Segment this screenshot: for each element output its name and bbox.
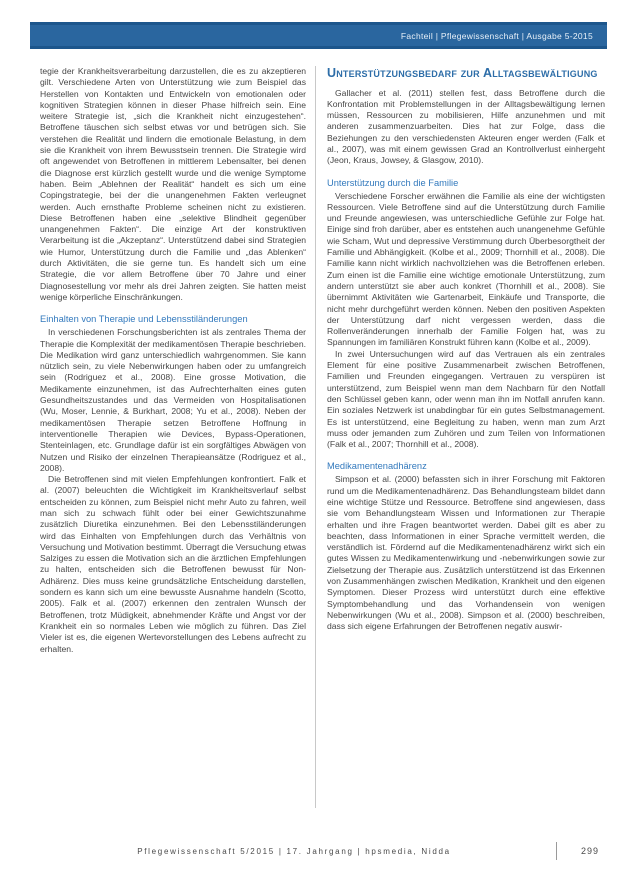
paragraph: tegie der Krankheitsverarbeitung darzustellen, die es zu akzeptieren gilt. Verschiedene Arten von Unterstützung wie zum Beispiel das Herstellen von Kontakten und Entwickeln von emotionalen oder kognitiven Strategien können in dieser Phase hilfreich sein. Eine weitere Strategie ist, „sich die Krankheit nicht einzugestehen“. Betroffene täuschen sich selbst etwas vor und betrügen sich. Sie verstehen die Realität und lindern die emotionale Belastung, in dem sie die Krankheit von ihrem Bewusstsein trennen. Die Strategie wird oft angewendet von Betroffenen in mittlerem Lebensalter, bei denen die Diagnose erst kürzlich gestellt wurde und die wenige Symptome haben. Beim „Ablehnen der Realität“ handelt es sich um eine Copingstrategie, bei der die unangenehmen Fakten verleugnet werden. Auch ernsthafte Probleme scheinen nicht zu existieren. Diese Betroffenen haben eine „selektive Blindheit gegenüber unangenehmen Fakten“. Die einzige Art der konstruktiven Verarbeitung ist die „Akzeptanz“. Unterstützend dabei sind Strategien wie Humor, Unterstützung durch die Familie und „das Ablenken“ durch Aktivitäten, die sie gerne tun. Es handelt sich um eine Strategie, die vor allem Betroffene über 70 Jahre und einer Diagnosestellung vor mehr als drei Jahren zeigten. Sie hatten meist wenige körperliche Einschränkungen. <box>40 66 306 302</box>
column-divider <box>315 66 316 808</box>
paragraph: In zwei Untersuchungen wird auf das Vertrauen als ein zentrales Element für eine positive Zusammenarbeit zwischen Betroffenen, Familien und Freunden eingegangen. Vertrauen zu verspüren ist unterstützend, zum Beispiel wenn man dem Nachbarn für den Notfall den Schlüssel geben kann, oder wenn man ihn im Notfall anrufen kann. Ein soziales Netzwerk ist unabdingbar für ein gutes Selbstmanagement. Es ist unterstützend, eine Begleitung zu haben, wenn man zum Arzt muss oder jemanden zum Zuhören und zum Teilen von Informationen (Falk et al., 2007; Thornhill et al., 2008). <box>327 348 605 450</box>
paragraph: In verschiedenen Forschungsberichten ist als zentrales Thema der Therapie die Komplexität der medikamentösen Therapie beschrieben. Die Medikation wird ganz unterschiedlich wahrgenommen. Sie kann nützlich sein, zu viele Nebenwirkungen haben oder zu umfangreich sein (Rodriguez et al., 2008). Eine grosse Motivation, die Medikamente einzunehmen, ist das Aufrechterhalten eines guten Gesundheitszustandes und das Vermeiden von Hospitalisationen (Wu, Moser, Lennie, & Burkhart, 2008; Yu et al., 2008). Neben der medikamentösen Therapie setzen Betroffene Hoffnung in interventionelle Therapien wie Devices, Bypass-Operationen, Stenteinlagen, etc. Grundlage dafür ist ein sorgfältiges Abwägen von Nutzen und Risiko der einzelnen Therapieansätze (Rodriguez et al., 2008). <box>40 327 306 473</box>
page-footer <box>40 842 607 860</box>
footer-journal-line: Pflegewissenschaft 5/2015 | 17. Jahrgang | hpsmedia, Nidda <box>137 846 451 856</box>
subheading-familie: Unterstützung durch die Familie <box>327 177 459 188</box>
footer-divider <box>556 842 557 860</box>
header-bar <box>30 22 607 49</box>
paragraph: Verschiedene Forscher erwähnen die Familie als eine der wichtigsten Ressourcen. Viele Betroffene sind auf die Unterstützung durch Familie und Freunde angewiesen, was unterschiedliche Gefühle zur Folge hat. Einige sind froh darüber, aber es entstehen auch unangenehme Gefühle wie Scham, Wut und depressive Verstimmung durch Überbesorgtheit der Familie und Abhängigkeit. (Kolbe et al., 2009; Thornhill et al., 2008). Die Familie kann nicht wirklich nachvollziehen was die Betroffenen erleben. Zum einen ist die Familie eine wichtige emotionale Unterstützung, zum andern unterstützt sie aber auch konkret (Thornhill et al., 2008). Sie übernimmt Aktivitäten wie Gartenarbeit, Einkäufe und Transporte, die nicht mehr durchgeführt werden können. Neben den positiven Aspekten der Unterstützung darf nicht vergessen werden, dass die Rollenveränderungen innerhalb der Familie Folgen hat, was zu Spannungen im familiären Konstrukt führen kann (Kolbe et al., 2009). <box>327 190 605 348</box>
section-heading-unterstuetzungsbedarf: Unterstützungsbedarf zur Alltagsbewältigung <box>327 66 598 80</box>
subheading-medikamentenadhaerenz: Medikamentenadhärenz <box>327 461 427 472</box>
article-body <box>40 66 605 808</box>
paragraph: Die Betroffenen sind mit vielen Empfehlungen konfrontiert. Falk et al. (2007) beleuchten die Wichtigkeit im Krankheitsverlauf selbst entscheiden zu können, zum Beispiel nicht mehr Auto zu fahren, weil man sich zu schwach fühlt oder bei einer Gewichtszunahme zusätzlich Diuretika einzunehmen. Bei den Lebensstiländerungen wird das Einhalten von Empfehlungen durch das Verhältnis von Versuchung und Motivation bestimmt. Überragt die Versuchung etwas Salziges zu essen die Motivation sich an die ärztlichen Empfehlungen zu halten, entscheiden sich die Betroffenen bewusst für Non-Adhärenz. Dies muss keine grundsätzliche Entscheidung darstellen, sondern es kann sich um eine bewusste Ausnahme handeln (Scotto, 2005). Falk et al. (2007) erkennen den zentralen Wunsch der Betroffenen, trotz Müdigkeit, abnehmender Kräfte und Angst vor der Krankheit ein so normales Leben wie möglich zu führen. Das Ziel Vieler ist es, die eigenen Wertevorstellungen des Lebens aufrecht zu erhalten. <box>40 474 306 654</box>
right-column <box>327 66 605 808</box>
subheading-therapie-lebensstil: Einhalten von Therapie und Lebensstiländerungen <box>40 314 248 325</box>
paragraph: Gallacher et al. (2011) stellen fest, dass Betroffene durch die Konfrontation mit Problemstellungen in der Alltagsbewältigung lernen müssen, Ressourcen zu mobilisieren, Hilfe anzunehmen und mit anderen zusammenzuarbeiten. Dies hat zur Folge, dass die Beziehungen zu den verschiedensten Akteuren enger werden (Falk et al., 2007), was mit einem gewissen Grad an Kontrollverlust einhergeht (Jeon, Kraus, Jowsey, & Glasgow, 2010). <box>327 87 605 166</box>
header-bar-text: Fachteil | Pflegewissenschaft | Ausgabe 5-2015 <box>400 30 593 41</box>
page-number: 299 <box>580 846 600 856</box>
paragraph: Simpson et al. (2000) befassten sich in ihrer Forschung mit Faktoren rund um die Medikamentenadhärenz. Das Behandlungsteam bildet dann eine wichtige Stütze und Ressource. Betroffene sind angewiesen, dass sie vom Behandlungsteam Wissen und Informationen zur Therapie erhalten und ihre Fragen beantwortet werden. Dabei gilt es aber zu beachten, dass Informationen in einer Sprache vermittelt werden, die verständlich ist. Fördernd auf die Medikamentenadhärenz wirkt sich ein gutes Wissen zu Medikamentenwirkung und -nebenwirkungen sowie zur Zielsetzung der Therapie aus. Zusätzlich unterstützend ist das Erkennen von Zusammenhängen zwischen Medikation, Krankheit und den eigenen Symptomen. Dieser Prozess wird unterstützt durch eine effektive Symptombehandlung und das Vorhandensein von wenigen Nebenwirkungen (Wu et al., 2008). Simpson et al. (2000) beschreiben, dass sich eigene Erfahrungen der Betroffenen negativ auswir- <box>327 474 605 632</box>
left-column <box>40 66 306 808</box>
